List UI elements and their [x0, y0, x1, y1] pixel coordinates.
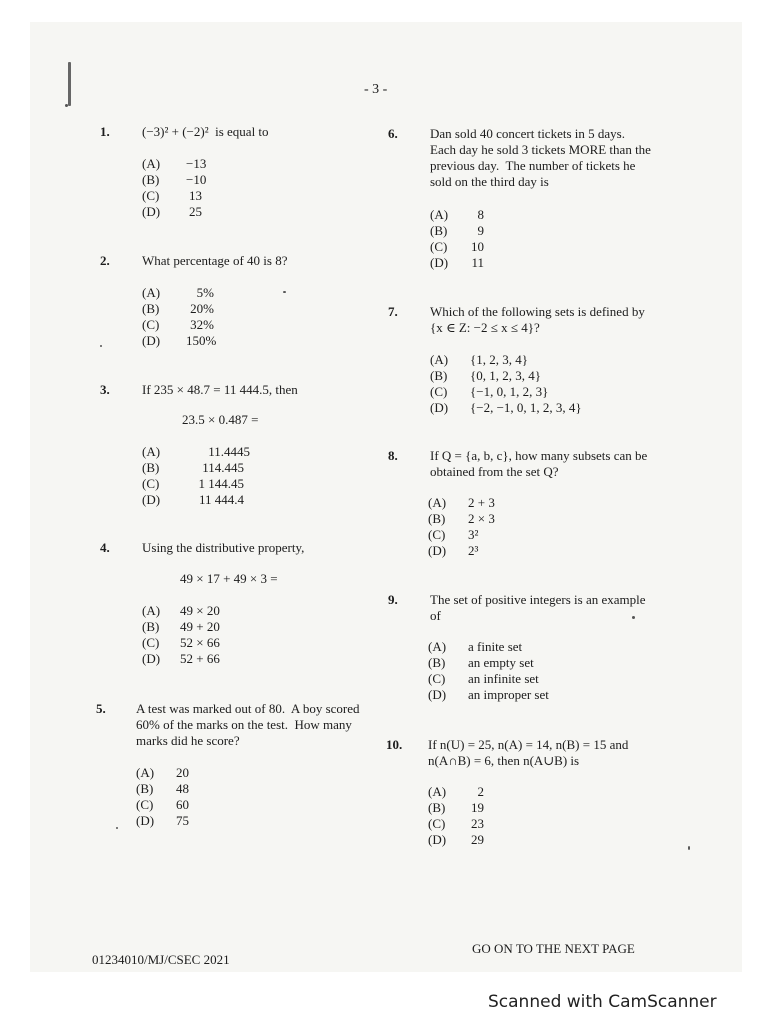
option-c: (C) {−1, 0, 1, 2, 3}	[430, 384, 549, 399]
option-a: (A) 11.4445	[142, 444, 250, 459]
option-d: (D) 75	[136, 813, 189, 828]
option-a: (A) 2 + 3	[428, 495, 495, 510]
option-b: (B) 49 + 20	[142, 619, 220, 634]
scan-artifact	[688, 846, 690, 850]
option-a: (A) 2	[428, 784, 484, 799]
option-b: (B) 19	[428, 800, 484, 815]
question-number: 9.	[388, 592, 398, 607]
option-a: (A) −13	[142, 156, 207, 171]
option-c: (C) 32%	[142, 317, 214, 332]
answer-options	[430, 352, 582, 416]
option-a: (A) 20	[136, 765, 189, 780]
answer-options	[142, 285, 217, 349]
answer-options	[142, 156, 207, 220]
answer-options	[142, 444, 250, 508]
option-b: (B) an empty set	[428, 655, 534, 670]
option-b: (B) 2 × 3	[428, 511, 495, 526]
question-text: If n(U) = 25, n(A) = 14, n(B) = 15 and n(A∩B) = 6, then n(A∪B) is	[428, 737, 629, 768]
option-c: (C) 23	[428, 816, 484, 831]
option-d: (D) 11	[430, 255, 484, 270]
option-b: (B) {0, 1, 2, 3, 4}	[430, 368, 541, 383]
question-text: A test was marked out of 80. A boy scored 60% of the marks on the test. How many marks did he score?	[136, 701, 360, 748]
question-number: 10.	[386, 737, 403, 752]
answer-options	[142, 603, 220, 667]
expression: 49 × 17 + 49 × 3 =	[180, 571, 278, 586]
paper-code: 01234010/MJ/CSEC 2021	[92, 952, 230, 967]
scan-artifact	[65, 104, 68, 107]
option-b: (B) 48	[136, 781, 189, 796]
question-text: Dan sold 40 concert tickets in 5 days. Each day he sold 3 tickets MORE than the previous day. The number of tickets he sold on the third day is	[430, 126, 651, 189]
go-on-next-page: GO ON TO THE NEXT PAGE	[472, 941, 635, 956]
camscanner-watermark: Scanned with CamScanner	[488, 992, 717, 1012]
option-d: (D) 11 444.4	[142, 492, 244, 507]
question-text: Which of the following sets is defined by {x ∈ Z: −2 ≤ x ≤ 4}?	[430, 304, 645, 335]
option-d: (D) 25	[142, 204, 202, 219]
option-c: (C) 1 144.45	[142, 476, 244, 491]
option-b: (B) 9	[430, 223, 484, 238]
scan-artifact	[100, 345, 102, 347]
option-a: (A) {1, 2, 3, 4}	[430, 352, 528, 367]
option-c: (C) 10	[430, 239, 484, 254]
question-text: What percentage of 40 is 8?	[142, 253, 288, 268]
option-a: (A) 49 × 20	[142, 603, 220, 618]
option-c: (C) 13	[142, 188, 202, 203]
question-text: Using the distributive property,	[142, 540, 305, 555]
option-c: (C) 60	[136, 797, 189, 812]
answer-options	[428, 784, 484, 848]
option-d: (D) 150%	[142, 333, 217, 348]
option-d: (D) 2³	[428, 543, 479, 558]
option-d: (D) an improper set	[428, 687, 549, 702]
question-number: 8.	[388, 448, 398, 463]
option-d: (D) 29	[428, 832, 484, 847]
question-text: If Q = {a, b, c}, how many subsets can be obtained from the set Q?	[430, 448, 648, 479]
question-number: 3.	[100, 382, 110, 397]
answer-options	[428, 495, 495, 559]
question-number: 6.	[388, 126, 398, 141]
question-number: 7.	[388, 304, 398, 319]
answer-options	[430, 207, 484, 271]
scan-artifact	[283, 291, 286, 293]
question-number: 1.	[100, 124, 110, 139]
option-a: (A) 5%	[142, 285, 214, 300]
question-text: (−3)² + (−2)² is equal to	[142, 124, 269, 139]
question-number: 2.	[100, 253, 110, 268]
option-c: (C) 3²	[428, 527, 479, 542]
option-b: (B) −10	[142, 172, 207, 187]
option-c: (C) an infinite set	[428, 671, 539, 686]
option-a: (A) a finite set	[428, 639, 523, 654]
answer-options	[136, 765, 189, 829]
question-text: The set of positive integers is an example of	[430, 592, 646, 623]
question-number: 4.	[100, 540, 110, 555]
question-number: 5.	[96, 701, 106, 716]
option-b: (B) 20%	[142, 301, 214, 316]
option-b: (B) 114.445	[142, 460, 244, 475]
option-c: (C) 52 × 66	[142, 635, 220, 650]
answer-options	[428, 639, 549, 703]
scan-artifact	[632, 616, 635, 619]
page-number: - 3 -	[364, 82, 388, 97]
expression: 23.5 × 0.487 =	[182, 412, 259, 427]
option-a: (A) 8	[430, 207, 484, 222]
option-d: (D) {−2, −1, 0, 1, 2, 3, 4}	[430, 400, 582, 415]
option-d: (D) 52 + 66	[142, 651, 220, 666]
question-text: If 235 × 48.7 = 11 444.5, then	[142, 382, 298, 397]
scan-artifact	[116, 827, 118, 829]
scan-artifact	[68, 62, 71, 106]
